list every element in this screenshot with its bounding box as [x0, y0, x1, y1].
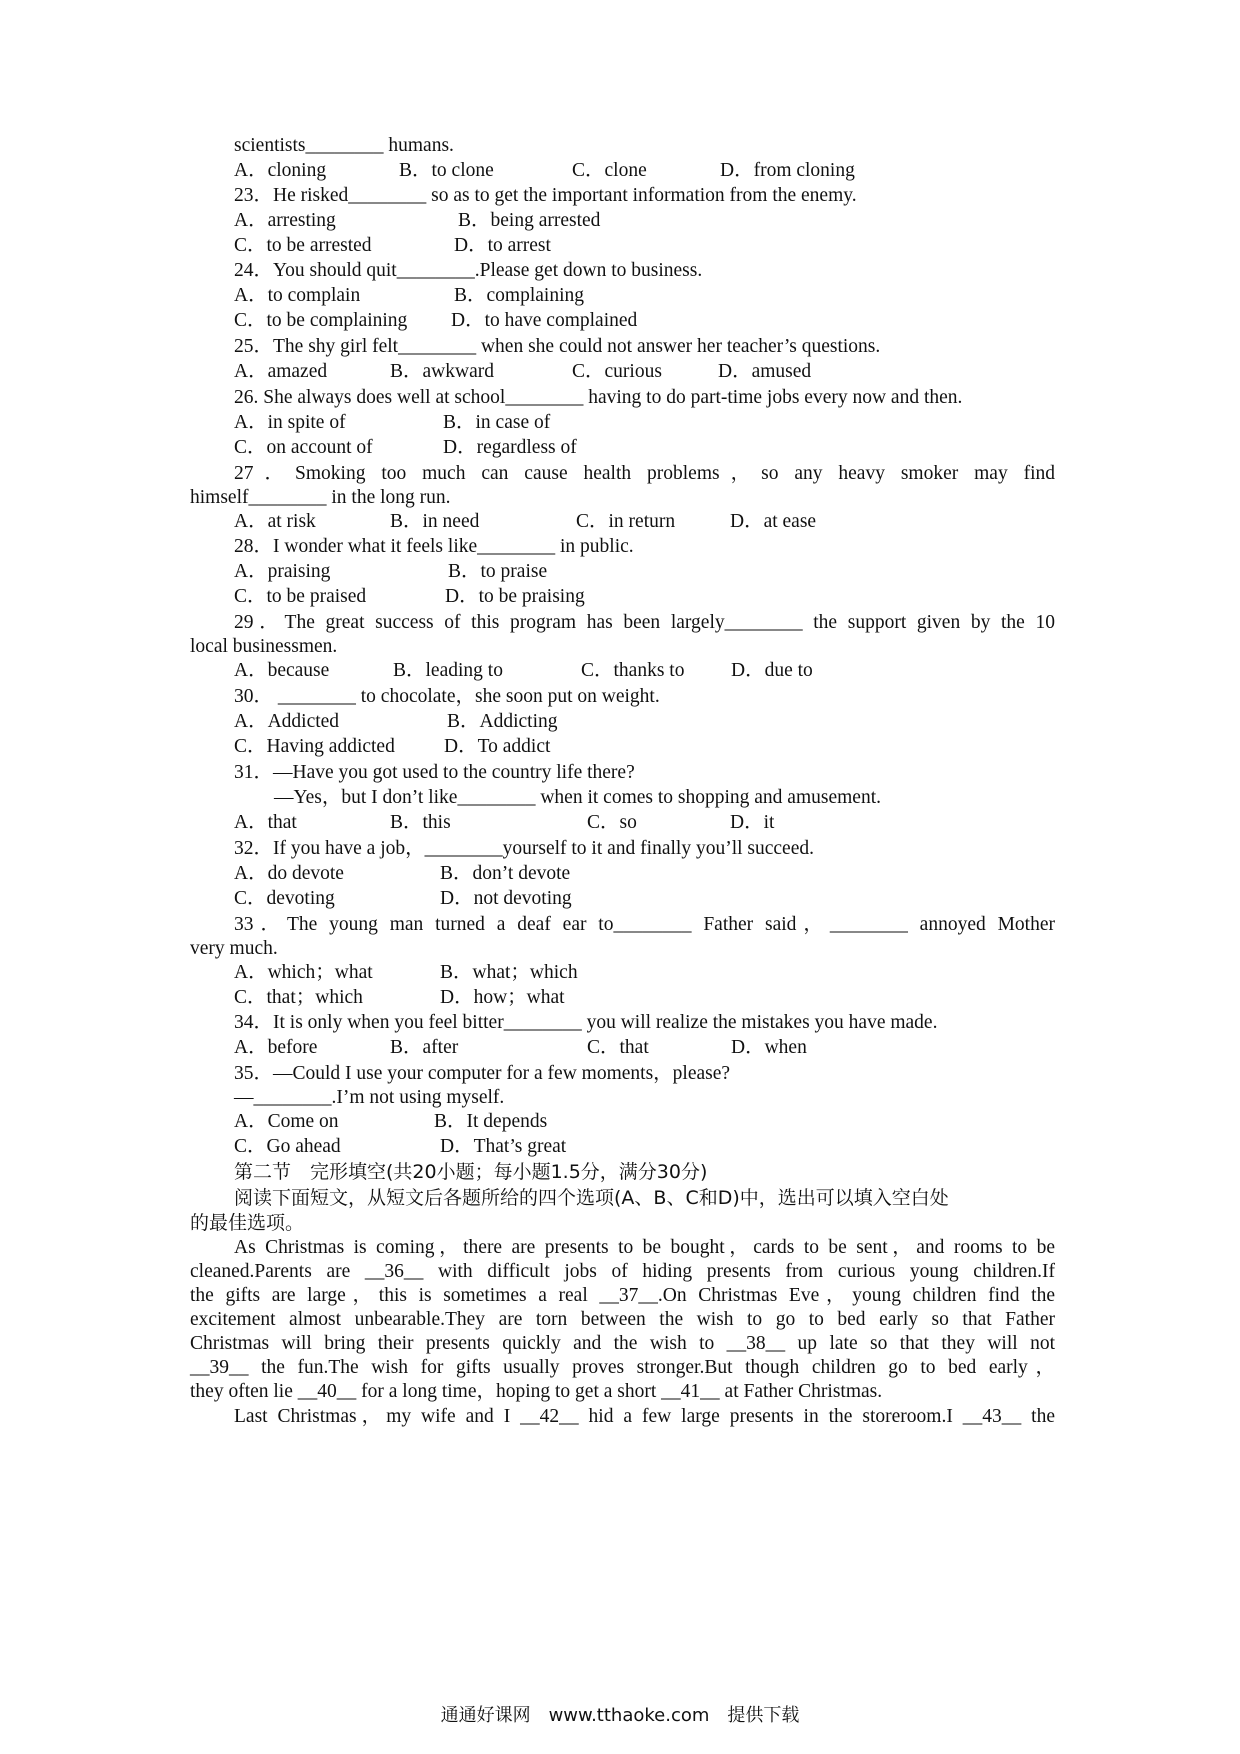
passage-line: Last Christmas，my wife and I __42__ hid a few large presents in the storeroom.I __43__ the [234, 1406, 1055, 1427]
question-34: 34．It is only when you feel bitter________ you will realize the mistakes you have made. [234, 1012, 938, 1033]
question-24: 24．You should quit________.Please get down to business. [234, 260, 703, 281]
option-d: D．to arrest [454, 235, 551, 256]
passage-line: they often lie __40__ for a long time，hoping to get a short __41__ at Father Christmas. [190, 1381, 883, 1402]
passage-line: __39__ the fun.The wish for gifts usually proves stronger.But though children go to bed early， [190, 1357, 1055, 1378]
option-c: C．devoting [234, 888, 335, 909]
option-d: D．regardless of [443, 437, 577, 458]
option-d: D．to have complained [451, 310, 638, 331]
option-b: B．It depends [434, 1111, 548, 1132]
option-c: C．so [587, 812, 637, 833]
option-a: A．cloning [234, 160, 327, 181]
option-d: D．That’s great [440, 1136, 567, 1157]
section-instructions: 阅读下面短文，从短文后各题所给的四个选项(A、B、C和D)中，选出可以填入空白处 [234, 1187, 949, 1209]
question-29-cont: local businessmen. [190, 636, 338, 657]
option-c: C．to be arrested [234, 235, 372, 256]
section-heading: 第二节 完形填空(共20小题；每小题1.5分，满分30分) [234, 1161, 708, 1183]
question-27: 27．Smoking too much can cause health problems，so any heavy smoker may find [234, 463, 1055, 484]
option-b: B．after [390, 1037, 459, 1058]
passage-line: Christmas will bring their presents quickly and the wish to __38__ up late so that they will not [190, 1333, 1055, 1354]
question-27-cont: himself________ in the long run. [190, 487, 451, 508]
option-d: D．when [731, 1037, 807, 1058]
question-22-stem-end: scientists________ humans. [234, 135, 454, 156]
question-23: 23．He risked________ so as to get the important information from the enemy. [234, 185, 857, 206]
passage-line: cleaned.Parents are __36__ with difficult jobs of hiding presents from curious young children.If [190, 1261, 1055, 1282]
option-a: A．amazed [234, 361, 328, 382]
option-a: A．Addicted [234, 711, 340, 732]
option-b: B．don’t devote [440, 863, 571, 884]
question-29: 29．The great success of this program has been largely________ the support given by the 10 [234, 612, 1055, 633]
option-d: D．from cloning [720, 160, 855, 181]
option-c: C．Go ahead [234, 1136, 341, 1157]
option-d: D．To addict [444, 736, 551, 757]
question-31-reply: —Yes，but I don’t like________ when it comes to shopping and amusement. [274, 787, 881, 808]
option-c: C．thanks to [581, 660, 685, 681]
option-d: D．it [730, 812, 775, 833]
option-b: B．to clone [399, 160, 494, 181]
option-c: C．that [587, 1037, 649, 1058]
question-33-cont: very much. [190, 938, 278, 959]
option-b: B．being arrested [458, 210, 601, 231]
option-b: B．leading to [393, 660, 503, 681]
option-b: B．to praise [448, 561, 548, 582]
option-b: B．what；which [440, 962, 578, 983]
question-33: 33．The young man turned a deaf ear to________ Father said，________ annoyed Mother [234, 914, 1055, 935]
option-c: C．that；which [234, 987, 363, 1008]
option-a: A．that [234, 812, 297, 833]
option-c: C．Having addicted [234, 736, 395, 757]
option-d: D．amused [718, 361, 812, 382]
option-d: D．due to [731, 660, 813, 681]
page-footer: 通通好课网 www.tthaoke.com 提供下载 [440, 1705, 800, 1726]
option-a: A．Come on [234, 1111, 339, 1132]
question-28: 28．I wonder what it feels like________ in public. [234, 536, 634, 557]
option-b: B．awkward [390, 361, 494, 382]
option-c: C．to be complaining [234, 310, 408, 331]
option-a: A．which；what [234, 962, 373, 983]
option-a: A．at risk [234, 511, 316, 532]
question-26: 26. She always does well at school________ having to do part-time jobs every now and then. [234, 387, 963, 408]
question-31: 31．—Have you got used to the country life there? [234, 762, 635, 783]
option-b: B．this [390, 812, 451, 833]
question-35-reply: —________.I’m not using myself. [234, 1087, 505, 1108]
option-a: A．before [234, 1037, 318, 1058]
question-25: 25．The shy girl felt________ when she could not answer her teacher’s questions. [234, 336, 881, 357]
option-b: B．in case of [443, 412, 551, 433]
option-a: A．to complain [234, 285, 361, 306]
question-35: 35．—Could I use your computer for a few moments，please? [234, 1063, 731, 1084]
option-c: C．in return [576, 511, 676, 532]
option-c: C．on account of [234, 437, 373, 458]
option-c: C．clone [572, 160, 647, 181]
passage-line: the gifts are large，this is sometimes a real __37__.On Christmas Eve，young children find the [190, 1285, 1055, 1306]
option-d: D．how；what [440, 987, 565, 1008]
passage-line: excitement almost unbearable.They are torn between the wish to go to bed early so that Father [190, 1309, 1055, 1330]
question-30: 30． ________ to chocolate，she soon put on weight. [234, 686, 660, 707]
option-a: A．in spite of [234, 412, 346, 433]
option-d: D．to be praising [445, 586, 585, 607]
option-a: A．because [234, 660, 330, 681]
option-b: B．Addicting [447, 711, 558, 732]
option-d: D．not devoting [440, 888, 572, 909]
question-32: 32．If you have a job，________yourself to it and finally you’ll succeed. [234, 838, 814, 859]
option-a: A．arresting [234, 210, 336, 231]
option-b: B．complaining [454, 285, 584, 306]
option-a: A．praising [234, 561, 331, 582]
option-c: C．to be praised [234, 586, 367, 607]
option-a: A．do devote [234, 863, 344, 884]
option-d: D．at ease [730, 511, 817, 532]
passage-line: As Christmas is coming，there are presents to be bought，cards to be sent，and rooms to be [234, 1237, 1055, 1258]
option-c: C．curious [572, 361, 662, 382]
option-b: B．in need [390, 511, 480, 532]
section-instructions-cont: 的最佳选项。 [190, 1212, 305, 1234]
